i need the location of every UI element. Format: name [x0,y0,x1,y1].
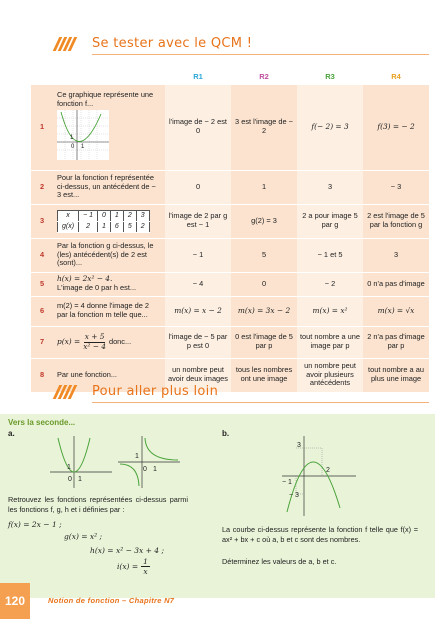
svg-text:3: 3 [297,442,301,449]
col-r4: R4 [363,72,429,84]
table-row: 2 Pour la fonction f représentée ci-dessus, un antécédent de − 3 est... 0 1 3 − 3 [31,170,429,204]
section-title: Pour aller plus loin [92,384,219,399]
part-b-label: b. [222,429,230,438]
svg-text:0: 0 [68,476,72,483]
svg-text:1: 1 [78,476,82,483]
svg-text:− 3: − 3 [289,492,299,499]
svg-text:− 1: − 1 [282,479,292,486]
table-row: 5 h(x) = 2x² − 4. L'image de 0 par h est... − 4 0 − 2 0 n'a pas d'image [31,272,429,296]
part-b-question: Déterminez les valeurs de a, b et c. [222,557,337,566]
formula-f: f(x) = 2x − 1 ; [8,520,62,529]
graph-label: 1 [70,135,74,142]
svg-text:1: 1 [67,464,71,471]
formula-g: g(x) = x² ; [64,532,103,541]
col-r3: R3 [297,72,363,84]
answer-cell: f(3) = − 2 [363,84,429,170]
table-row: 6 m(2) = 4 donne l'image de 2 par la fonction m telle que... m(x) = x − 2 m(x) = 3x − 2 m(x) = x² m(x) = √x [31,296,429,326]
graph-label: 1 [81,144,85,151]
qcm-table [31,72,429,393]
value-table: x − 1 0 1 2 3 g(x) 2 1 6 5 2 [57,210,150,233]
graph-parabola [50,436,112,488]
svg-text:2: 2 [326,467,330,474]
table-row: 8 Par une fonction... un nombre peut avoir deux images tous les nombres ont une image un nombre peut avoir plusieurs antécédents tout nombre a au plus une image [31,358,429,392]
page-title: Se tester avec le QCM ! [92,36,253,51]
col-r1: R1 [165,72,231,84]
section-stripes-icon [56,385,74,399]
formula-h: h(x) = x² − 3x + 4 ; [90,546,164,555]
col-r2: R2 [231,72,297,84]
table-row: 7 p(x) = $\frac{x + 5}{\text{x² − 4}}$ donc... l'image de − 5 par p est 0 0 est l'image de 5 par p tout nombre a une image par p 2 n'a pas d'image par p [31,326,429,358]
graph-hyperbola [118,436,180,488]
svg-text:0: 0 [143,466,147,473]
part-a-text: Retrouvez les fonctions représentées ci-dessus parmi les fonctions f, g, h et i définies par : [8,495,188,514]
answer-cell: 3 est l'image de − 2 [231,84,297,170]
page-number: 120 [0,583,30,619]
svg-text:1: 1 [153,466,157,473]
graph-part-b [282,436,356,516]
answer-cell: l'image de − 2 est 0 [165,84,231,170]
answer-cell: f(− 2) = 3 [297,84,363,170]
function-graph [57,110,109,160]
table-row: 4 Par la fonction g ci-dessus, le (les) antécédent(s) de 2 est (sont)... − 1 5 − 1 et 5 3 [31,238,429,272]
table-row: 3 x − 1 0 1 2 3 g(x) 2 1 6 5 2 l'image de 2 par g est − 1 g(2) = 3 2 a pour image 5 par g 2 est l'image de 5 par la fonction g [31,204,429,238]
header-rule [92,54,429,55]
formula-i: i(x) = $\frac{1}{x}$ [117,557,148,576]
table-row: 1 Ce graphique représente une fonction f... 1 0 1 l'image de − 2 est 0 3 est l'image de − 2 f(− 2) = 3 f(3) = − 2 [31,84,429,170]
exercise-subtitle: Vers la seconde... [8,418,76,427]
section-rule [92,402,429,403]
graph-label: 0 [71,144,75,151]
part-b-text: La courbe ci-dessus représente la fonction f telle que f(x) = ax² + bx + c où a, b et c sont des nombres. [222,525,418,544]
svg-text:1: 1 [135,453,139,460]
header-stripes-icon [56,37,74,51]
question-text: Ce graphique représente une fonction f... [57,90,154,108]
footer-chapter: Notion de fonction – Chapitre N7 [48,596,175,605]
part-a-label: a. [8,429,15,438]
